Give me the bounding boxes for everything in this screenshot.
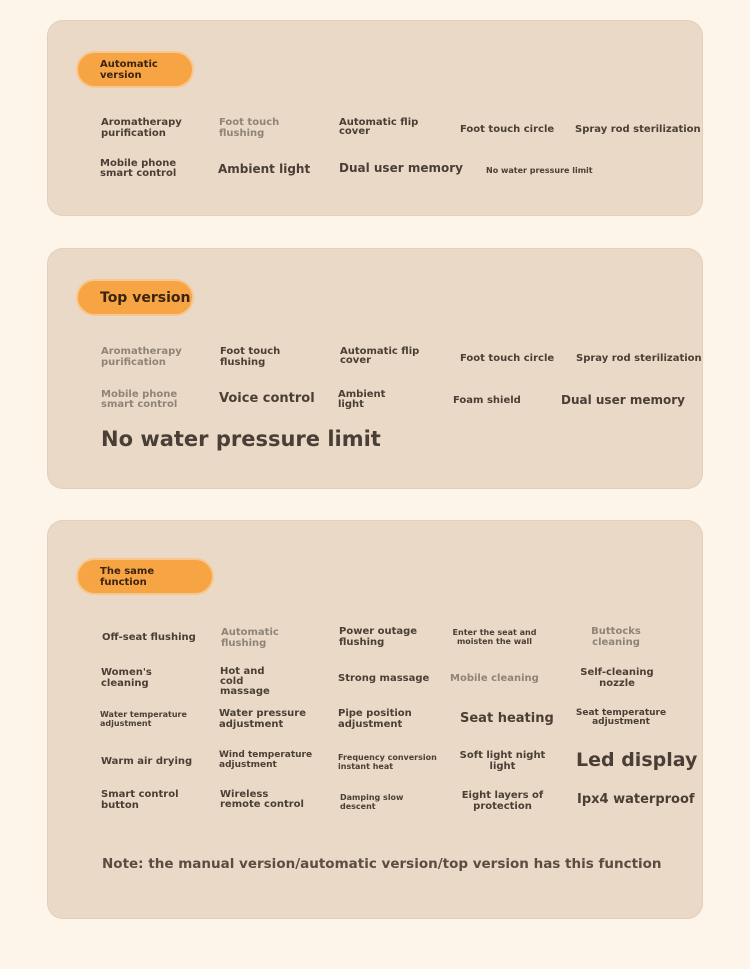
feature-enter-seat-moisten-wall: Enter the seat and moisten the wall [452, 628, 537, 646]
feature-womens-cleaning: Women's cleaning [101, 667, 152, 689]
feature-foot-touch-circle: Foot touch circle [460, 124, 555, 135]
feature-off-seat-flushing: Off-seat flushing [102, 632, 196, 643]
feature-aromatherapy-purification: Aromatherapy purification [101, 346, 182, 368]
feature-automatic-flip-cover: Automatic flip cover [339, 117, 419, 137]
feature-buttocks-cleaning: Buttocks cleaning [591, 626, 641, 648]
feature-led-display: Led display [576, 749, 698, 771]
feature-frequency-conversion-instant-heat: Frequency conversion instant heat [338, 753, 437, 771]
feature-seat-temperature-adjustment: Seat temperature adjustment [575, 708, 667, 727]
feature-mobile-phone-smart-control: Mobile phone smart control [100, 158, 177, 179]
feature-power-outage-flushing: Power outage flushing [339, 626, 418, 648]
feature-dual-user-memory: Dual user memory [339, 161, 463, 175]
feature-ambient-light: Ambient light [218, 162, 311, 176]
feature-foot-touch-flushing: Foot touch flushing [219, 117, 280, 139]
top-version-title: Top version [100, 289, 191, 306]
top-version-card [47, 248, 703, 489]
same-function-pill [78, 560, 212, 593]
feature-wind-temperature-adjustment: Wind temperature adjustment [219, 750, 313, 770]
feature-eight-layers-of-protection: Eight layers of protection [461, 790, 544, 812]
automatic-version-title: Automatic version [100, 58, 158, 81]
feature-foam-shield: Foam shield [453, 395, 521, 406]
feature-pipe-position-adjustment: Pipe position adjustment [338, 708, 412, 730]
feature-seat-heating: Seat heating [460, 711, 554, 726]
feature-water-temperature-adjustment: Water temperature adjustment [100, 710, 187, 728]
feature-strong-massage: Strong massage [338, 673, 430, 684]
top-version-pill [78, 281, 192, 314]
feature-no-water-pressure-limit: No water pressure limit [101, 427, 381, 451]
version-note: Note: the manual version/automatic version/top version has this function [102, 856, 662, 872]
feature-soft-light-night-light: Soft light night light [459, 750, 546, 772]
automatic-version-pill [78, 53, 192, 86]
feature-aromatherapy-purification: Aromatherapy purification [101, 117, 182, 139]
feature-hot-and-cold-massage: Hot and cold massage [220, 666, 270, 697]
feature-damping-slow-descent: Damping slow descent [340, 793, 404, 811]
feature-spray-rod-sterilization: Spray rod sterilization [576, 353, 702, 364]
feature-mobile-phone-smart-control: Mobile phone smart control [101, 389, 178, 410]
same-function-title: The same function [100, 565, 155, 588]
same-function-card [47, 520, 703, 919]
feature-ambient-light: Ambient light [338, 389, 386, 410]
feature-automatic-flushing: Automatic flushing [221, 627, 279, 649]
feature-foot-touch-flushing: Foot touch flushing [220, 346, 281, 368]
feature-voice-control: Voice control [219, 391, 315, 406]
feature-foot-touch-circle: Foot touch circle [460, 353, 555, 364]
feature-warm-air-drying: Warm air drying [101, 756, 193, 767]
feature-self-cleaning-nozzle: Self-cleaning nozzle [580, 667, 654, 689]
feature-spray-rod-sterilization: Spray rod sterilization [575, 124, 701, 135]
feature-smart-control-button: Smart control button [101, 789, 179, 811]
feature-automatic-flip-cover: Automatic flip cover [340, 346, 420, 366]
feature-mobile-cleaning: Mobile cleaning [450, 673, 539, 684]
automatic-version-card [47, 20, 703, 216]
feature-wireless-remote-control: Wireless remote control [220, 789, 304, 810]
feature-ipx4-waterproof: Ipx4 waterproof [577, 792, 695, 807]
feature-water-pressure-adjustment: Water pressure adjustment [219, 708, 307, 730]
feature-dual-user-memory: Dual user memory [561, 393, 685, 407]
feature-no-water-pressure-limit: No water pressure limit [486, 166, 593, 175]
